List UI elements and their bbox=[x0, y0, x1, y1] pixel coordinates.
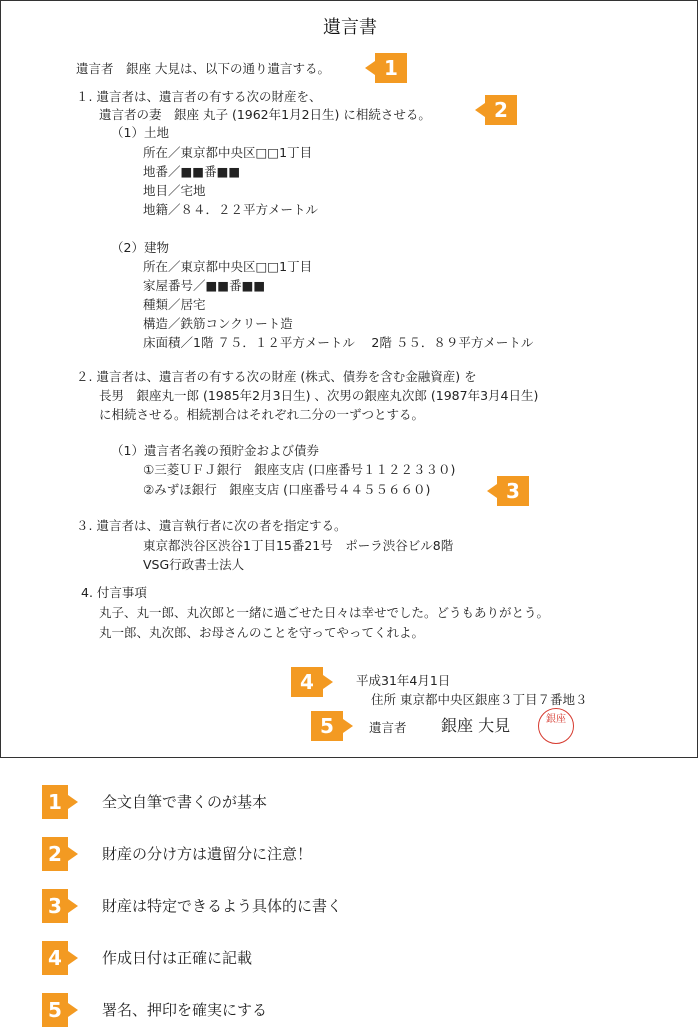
executor-name: VSG行政書士法人 bbox=[143, 557, 245, 572]
bank-account-1: ①三菱ＵＦＪ銀行 銀座支店 (口座番号１１２２３３０) bbox=[143, 462, 456, 477]
section4-line1: 丸子、丸一郎、丸次郎と一緒に過ごせた日々は幸せでした。どうもありがとう。 bbox=[99, 605, 550, 620]
legend-text-5: 署名、押印を確実にする bbox=[102, 1001, 268, 1019]
deposit-heading: （1）遺言者名義の預貯金および債券 bbox=[111, 443, 319, 458]
land-heading: （1）土地 bbox=[111, 125, 169, 140]
section2-line1: ２. 遺言者は、遺言者の有する次の財産 (株式、債券を含む金融資産) を bbox=[76, 369, 477, 384]
document-title: 遺言書 bbox=[323, 17, 377, 38]
legend-marker-4: 4 bbox=[42, 941, 68, 975]
legend-marker-5: 5 bbox=[42, 993, 68, 1027]
legend-item-1 bbox=[42, 785, 662, 819]
building-location: 所在／東京都中央区□□1丁目 bbox=[143, 259, 313, 274]
land-lot: 地番／■■番■■ bbox=[143, 164, 241, 179]
marker-4: 4 bbox=[291, 667, 323, 697]
marker-2: 2 bbox=[485, 95, 517, 125]
legend-marker-1: 1 bbox=[42, 785, 68, 819]
section2-line2: 長男 銀座丸一郎 (1985年2月3日生) 、次男の銀座丸次郎 (1987年3月4日生) bbox=[99, 388, 539, 403]
legend-marker-3: 3 bbox=[42, 889, 68, 923]
section1-line2: 遺言者の妻 銀座 丸子 (1962年1月2日生) に相続させる。 bbox=[99, 107, 431, 122]
section1-line1: １. 遺言者は、遺言者の有する次の財産を、 bbox=[76, 89, 322, 104]
legend-text-4: 作成日付は正確に記載 bbox=[102, 949, 253, 967]
legend-text-3: 財産は特定できるよう具体的に書く bbox=[102, 897, 343, 915]
legend-marker-2: 2 bbox=[42, 837, 68, 871]
legend-item-3 bbox=[42, 889, 662, 923]
marker-1: 1 bbox=[375, 53, 407, 83]
signature-name: 銀座 大見 bbox=[441, 716, 511, 735]
section3-line1: ３. 遺言者は、遺言執行者に次の者を指定する。 bbox=[76, 518, 347, 533]
building-floor-area: 床面積／1階 ７５．１２平方メートル 2階 ５５．８９平方メートル bbox=[143, 335, 534, 350]
legend-item-4 bbox=[42, 941, 662, 975]
section4-heading: 4. 付言事項 bbox=[81, 585, 147, 600]
signature-date: 平成31年4月1日 bbox=[356, 673, 451, 688]
bank-account-2: ②みずほ銀行 銀座支店 (口座番号４４５５６６０) bbox=[143, 482, 431, 497]
building-type: 種類／居宅 bbox=[143, 297, 206, 312]
section2-line3: に相続させる。相続割合はそれぞれ二分の一ずつとする。 bbox=[99, 407, 425, 422]
legend-text-1: 全文自筆で書くのが基本 bbox=[102, 793, 268, 811]
marker-5: 5 bbox=[311, 711, 343, 741]
legend-item-2 bbox=[42, 837, 662, 871]
executor-address: 東京都渋谷区渋谷1丁目15番21号 ポーラ渋谷ビル8階 bbox=[143, 538, 454, 553]
seal-stamp: 銀座 bbox=[538, 708, 574, 744]
building-heading: （2）建物 bbox=[111, 240, 169, 255]
marker-3: 3 bbox=[497, 476, 529, 506]
land-location: 所在／東京都中央区□□1丁目 bbox=[143, 145, 313, 160]
land-category: 地目／宅地 bbox=[143, 183, 206, 198]
intro-line: 遺言者 銀座 大見は、以下の通り遺言する。 bbox=[76, 61, 330, 76]
building-house-number: 家屋番号／■■番■■ bbox=[143, 278, 266, 293]
section4-line2: 丸一郎、丸次郎、お母さんのことを守ってやってくれよ。 bbox=[99, 625, 425, 640]
signature-label: 遺言者 bbox=[369, 720, 407, 735]
building-structure: 構造／鉄筋コンクリート造 bbox=[143, 316, 293, 331]
land-area: 地籍／８４．２２平方メートル bbox=[143, 202, 319, 217]
legend-text-2: 財産の分け方は遺留分に注意！ bbox=[102, 845, 313, 863]
legend-item-5 bbox=[42, 993, 662, 1027]
signature-address: 住所 東京都中央区銀座３丁目７番地３ bbox=[371, 692, 588, 707]
